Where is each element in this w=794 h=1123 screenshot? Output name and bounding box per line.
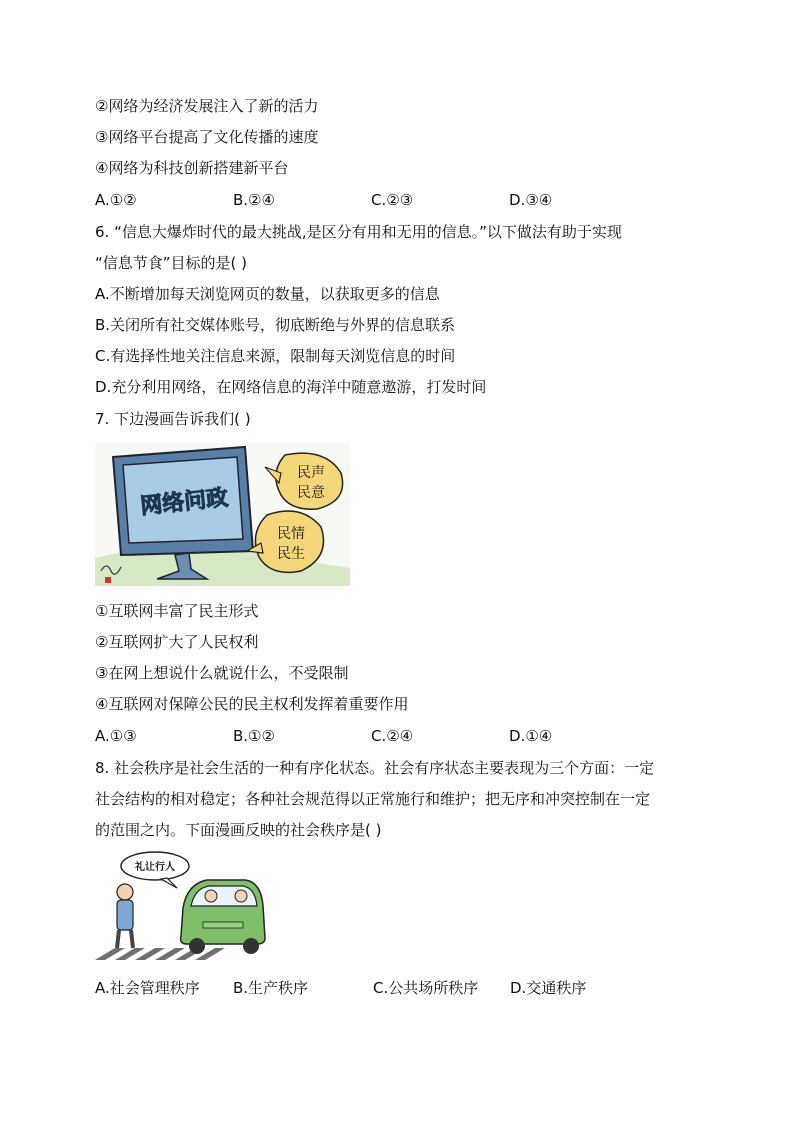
q8-options (95, 978, 715, 998)
q7-stem: 7. 下边漫画告诉我们( ) (95, 410, 251, 428)
q7-item-2: ②互联网扩大了人民权利 (95, 633, 259, 651)
q5-item-3: ③网络平台提高了文化传播的速度 (95, 128, 319, 146)
q5-option-a[interactable]: A.①② (95, 191, 137, 209)
q5-option-c[interactable]: C.②③ (371, 191, 414, 209)
q8-option-b[interactable]: B.生产秩序 (233, 979, 309, 997)
seal-stamp-icon (105, 577, 111, 583)
q5-option-b[interactable]: B.②④ (233, 191, 275, 209)
q7-item-1: ①互联网丰富了民主形式 (95, 602, 259, 620)
q5-option-d[interactable]: D.③④ (509, 191, 553, 209)
q8-bubble-text: 礼让行人 (135, 862, 175, 873)
q8-stem-line1: 8. 社会秩序是社会生活的一种有序化状态。社会有序状态主要表现为三个方面：一定 (95, 759, 655, 777)
q7-item-3: ③在网上想说什么就说什么，不受限制 (95, 664, 349, 682)
q7-option-c[interactable]: C.②④ (371, 727, 414, 745)
q6-option-a[interactable]: A.不断增加每天浏览网页的数量，以获取更多的信息 (95, 285, 440, 303)
q7-options (95, 726, 715, 746)
q8-option-c[interactable]: C.公共场所秩序 (373, 979, 479, 997)
q6-stem-line1: 6. “信息大爆炸时代的最大挑战,是区分有用和无用的信息。”以下做法有助于实现 (95, 223, 622, 241)
q7-cartoon (95, 443, 350, 586)
q7-option-a[interactable]: A.①③ (95, 727, 137, 745)
q6-option-b[interactable]: B.关闭所有社交媒体账号，彻底断绝与外界的信息联系 (95, 316, 456, 334)
q8-stem-line2: 社会结构的相对稳定；各种社会规范得以正常施行和维护；把无序和冲突控制在一定 (95, 790, 651, 808)
q6-stem-line2: “信息节食”目标的是( ) (95, 254, 248, 272)
q6-option-c[interactable]: C.有选择性地关注信息来源，限制每天浏览信息的时间 (95, 347, 456, 365)
q7-item-4: ④互联网对保障公民的民主权利发挥着重要作用 (95, 695, 409, 713)
q7-bubble2-line2: 民生 (277, 546, 305, 562)
q8-option-d[interactable]: D.交通秩序 (510, 979, 587, 997)
q5-options (95, 190, 715, 210)
q8-stem-line3: 的范围之内。下面漫画反映的社会秩序是( ) (95, 821, 382, 839)
q8-option-a[interactable]: A.社会管理秩序 (95, 979, 200, 997)
q8-cartoon (95, 848, 275, 968)
q7-bubble1-line2: 民意 (297, 485, 325, 501)
q7-bubble2-line1: 民情 (277, 526, 305, 542)
q6-option-d[interactable]: D.充分利用网络，在网络信息的海洋中随意遨游，打发时间 (95, 378, 487, 396)
q7-option-d[interactable]: D.①④ (509, 727, 553, 745)
q7-screen-text: 网络问政 (139, 485, 230, 520)
q7-option-b[interactable]: B.①② (233, 727, 275, 745)
q7-bubble1-line1: 民声 (297, 465, 325, 481)
q5-item-4: ④网络为科技创新搭建新平台 (95, 159, 289, 177)
q5-item-2: ②网络为经济发展注入了新的活力 (95, 97, 319, 115)
car-icon (181, 880, 265, 954)
